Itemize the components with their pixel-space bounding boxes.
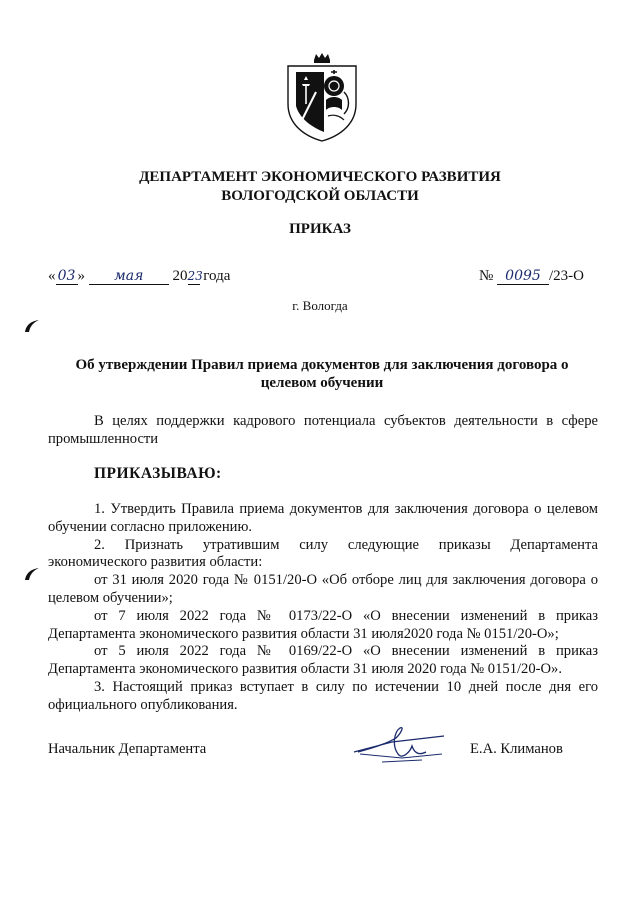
- date-year-prefix: 20: [172, 268, 188, 284]
- order-item-2a: от 31 июля 2020 года № 0151/20-О «Об отборе лиц для заключения договора о целевом обучении»;: [48, 572, 598, 606]
- number-value: 0095: [497, 268, 549, 285]
- order-subject: [62, 356, 582, 392]
- order-item-2c: от 5 июля 2022 года № 0169/22-О «О внесении изменений в приказ Департамента экономического развития области 31 июля 2020 года № 0151/20-О».: [48, 643, 598, 678]
- order-word: ПРИКАЗЫВАЮ:: [94, 465, 222, 482]
- order-item-3: 3. Настоящий приказ вступает в силу по истечении 10 дней после дня его официального опубликования.: [48, 678, 598, 713]
- department-name-line2: ВОЛОГОДСКОЙ ОБЛАСТИ: [221, 188, 419, 204]
- date-day: 03: [56, 268, 78, 285]
- subject-line1: Об утверждении Правил приема документов для заключения договора о: [75, 357, 569, 373]
- signer-name: Е.А. Климанов: [470, 741, 563, 757]
- order-item-2b: от 7 июля 2022 года № 0173/22-О «О внесении изменений в приказ Департамента экономического развития области 31 июля2020 года № 0151/20-О»;: [48, 607, 598, 642]
- date-close-quote: »: [77, 268, 85, 284]
- order-date: [48, 268, 230, 285]
- vologda-coat-of-arms-icon: [284, 52, 360, 142]
- signer-title: Начальник Департамента: [48, 741, 207, 757]
- handwritten-signature-icon: [352, 722, 448, 768]
- date-year-word: года: [203, 268, 231, 284]
- department-name: [0, 168, 640, 206]
- number-sign: №: [478, 268, 494, 284]
- preamble-block: [48, 413, 598, 449]
- date-year-suffix: 23: [187, 269, 203, 283]
- order-item-1: 1. Утвердить Правила приема документов для заключения договора о целевом обучении согласно приложению.: [48, 501, 598, 535]
- preamble-paragraph: В целях поддержки кадрового потенциала субъектов деятельности в сфере промышленности: [48, 413, 598, 447]
- date-open-quote: «: [48, 268, 56, 284]
- date-month: мая: [89, 268, 169, 285]
- document-type-heading: ПРИКАЗ: [289, 221, 351, 237]
- department-name-line1: ДЕПАРТАМЕНТ ЭКОНОМИЧЕСКОГО РАЗВИТИЯ: [139, 169, 501, 185]
- hole-punch-mark-icon: [22, 566, 42, 582]
- order-items: [48, 501, 598, 715]
- order-item-2: 2. Признать утратившим силу следующие приказы Департамента экономического развития области:: [48, 536, 598, 571]
- order-number: [479, 268, 584, 285]
- number-suffix: /23-О: [549, 268, 584, 284]
- city-name: г. Вологда: [292, 298, 348, 313]
- subject-line2: целевом обучении: [260, 375, 384, 391]
- hole-punch-mark-icon: [22, 318, 42, 334]
